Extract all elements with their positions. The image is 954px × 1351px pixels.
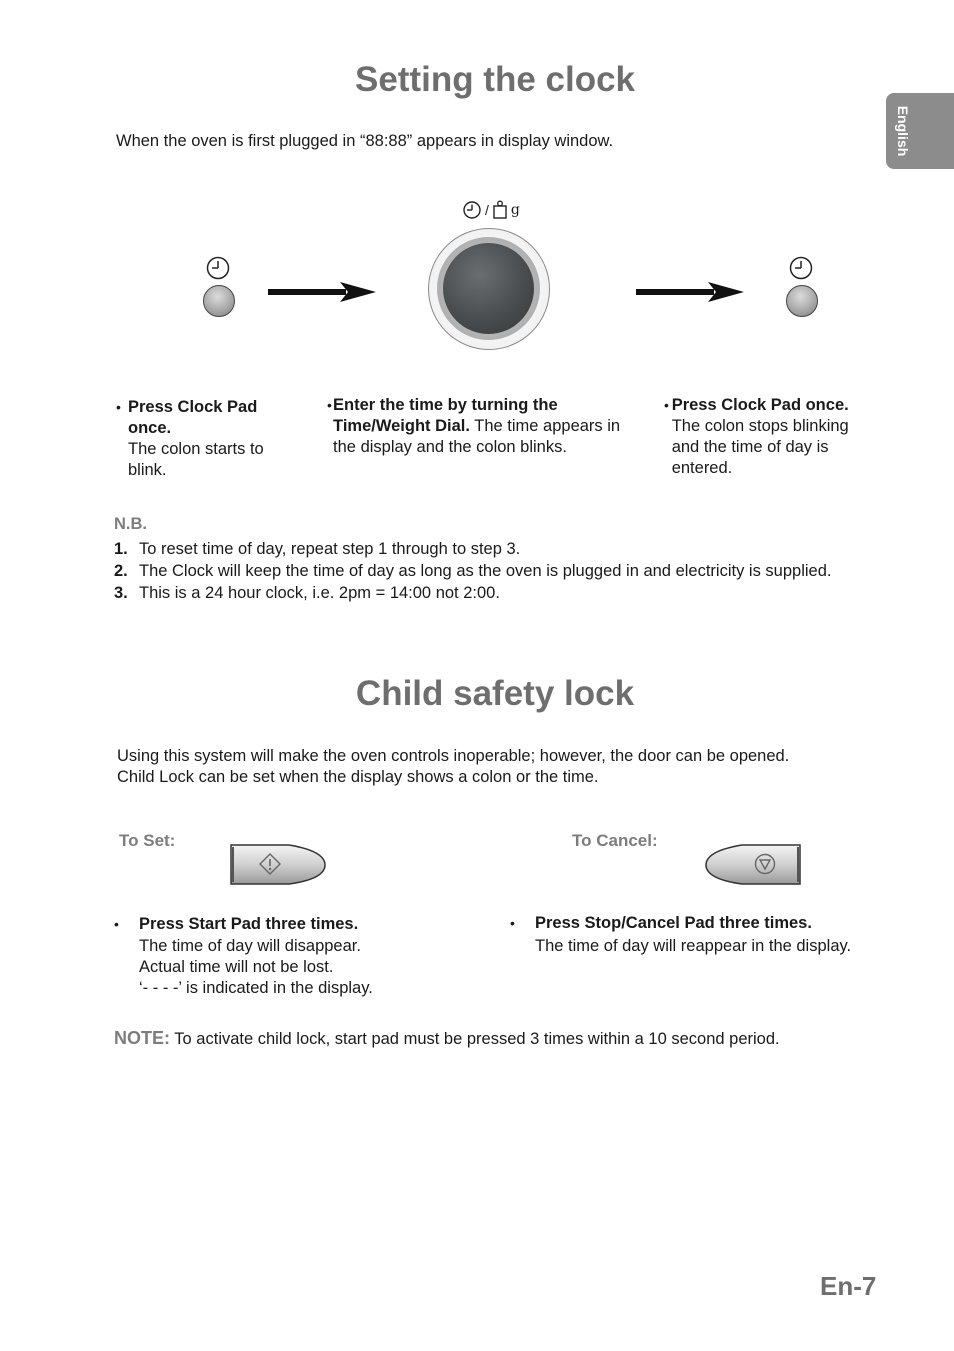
clock-step-2-title: Enter the time by turning the Time/Weight Dial. [333,396,558,435]
stop-cancel-pad[interactable] [705,843,802,886]
clock-step-1-title: Press Clock Pad once. [127,398,258,437]
lock-intro [117,746,907,788]
clock-step-3-title: Press Clock Pad once. [671,396,849,414]
nb-item: 3. This is a 24 hour clock, i.e. 2pm = 14:00 not 2:00. [114,584,500,602]
start-diamond-icon [259,853,281,875]
cancel-step-title: Press Stop/Cancel Pad three times. [535,914,812,932]
nb-list [114,538,904,604]
clock-intro: When the oven is first plugged in “88:88” appears in display window. [116,132,614,150]
set-step-title: Press Start Pad three times. [139,915,359,933]
weight-icon [492,200,508,220]
arrow-right-icon [268,282,378,302]
note [114,1028,914,1050]
set-step: • Press Start Pad three times. The time of day will disappear. Actual time will not be lost. ‘- - - -’ is indicated in the display. [114,915,373,997]
nb-item: 1. To reset time of day, repeat step 1 through to step 3. [114,540,521,558]
note-label: NOTE: [114,1028,170,1048]
clock-icon [788,255,814,281]
stop-octagon-icon [754,853,776,875]
start-pad[interactable] [229,843,326,886]
lock-intro-line-1: Using this system will make the oven controls inoperable; however, the door can be opened. [117,747,790,765]
dial-label [462,200,520,220]
time-weight-dial[interactable] [428,228,550,350]
language-tab [886,93,954,169]
cancel-step: • Press Stop/Cancel Pad three times. The time of day will reappear in the display. [510,914,852,955]
dial-label-separator: / [485,202,489,218]
lock-section-title: Child safety lock [355,674,635,713]
set-step-line-3: ‘- - - -’ is indicated in the display. [139,979,373,997]
nb-label: N.B. [114,515,147,533]
clock-step-3-text: The colon stops blinking and the time of day is entered. [671,417,849,477]
nb-item: 2. The Clock will keep the time of day as long as the oven is plugged in and electricity is supplied. [114,562,832,580]
dial-label-unit: g [510,202,520,218]
note-text: To activate child lock, start pad must be pressed 3 times within a 10 second period. [174,1030,780,1048]
set-step-line-2: Actual time will not be lost. [139,958,334,976]
page-number: En-7 [820,1271,877,1301]
arrow-right-icon [636,282,746,302]
language-tab-label: English [895,105,911,157]
cancel-step-line-1: The time of day will reappear in the display. [535,937,852,955]
clock-step-1: • Press Clock Pad once. The colon starts to blink. [116,397,281,481]
clock-step-2-text: The time appears in the display and the colon blinks. [333,417,621,456]
clock-step-2: • Enter the time by turning the Time/Weight Dial. The time appears in the display and the colon blinks. [327,396,621,456]
lock-intro-line-2: Child Lock can be set when the display shows a colon or the time. [117,768,599,786]
clock-icon [205,255,231,281]
to-cancel-label: To Cancel: [572,831,658,850]
to-set-label: To Set: [119,831,176,850]
clock-icon [462,200,482,220]
clock-pad-right[interactable] [786,285,818,317]
clock-section-title: Setting the clock [354,60,636,99]
clock-step-1-text: The colon starts to blink. [127,440,264,479]
clock-step-3: • Press Clock Pad once. The colon stops blinking and the time of day is entered. [664,395,879,479]
set-step-line-1: The time of day will disappear. [139,937,361,955]
clock-pad-left[interactable] [203,285,235,317]
